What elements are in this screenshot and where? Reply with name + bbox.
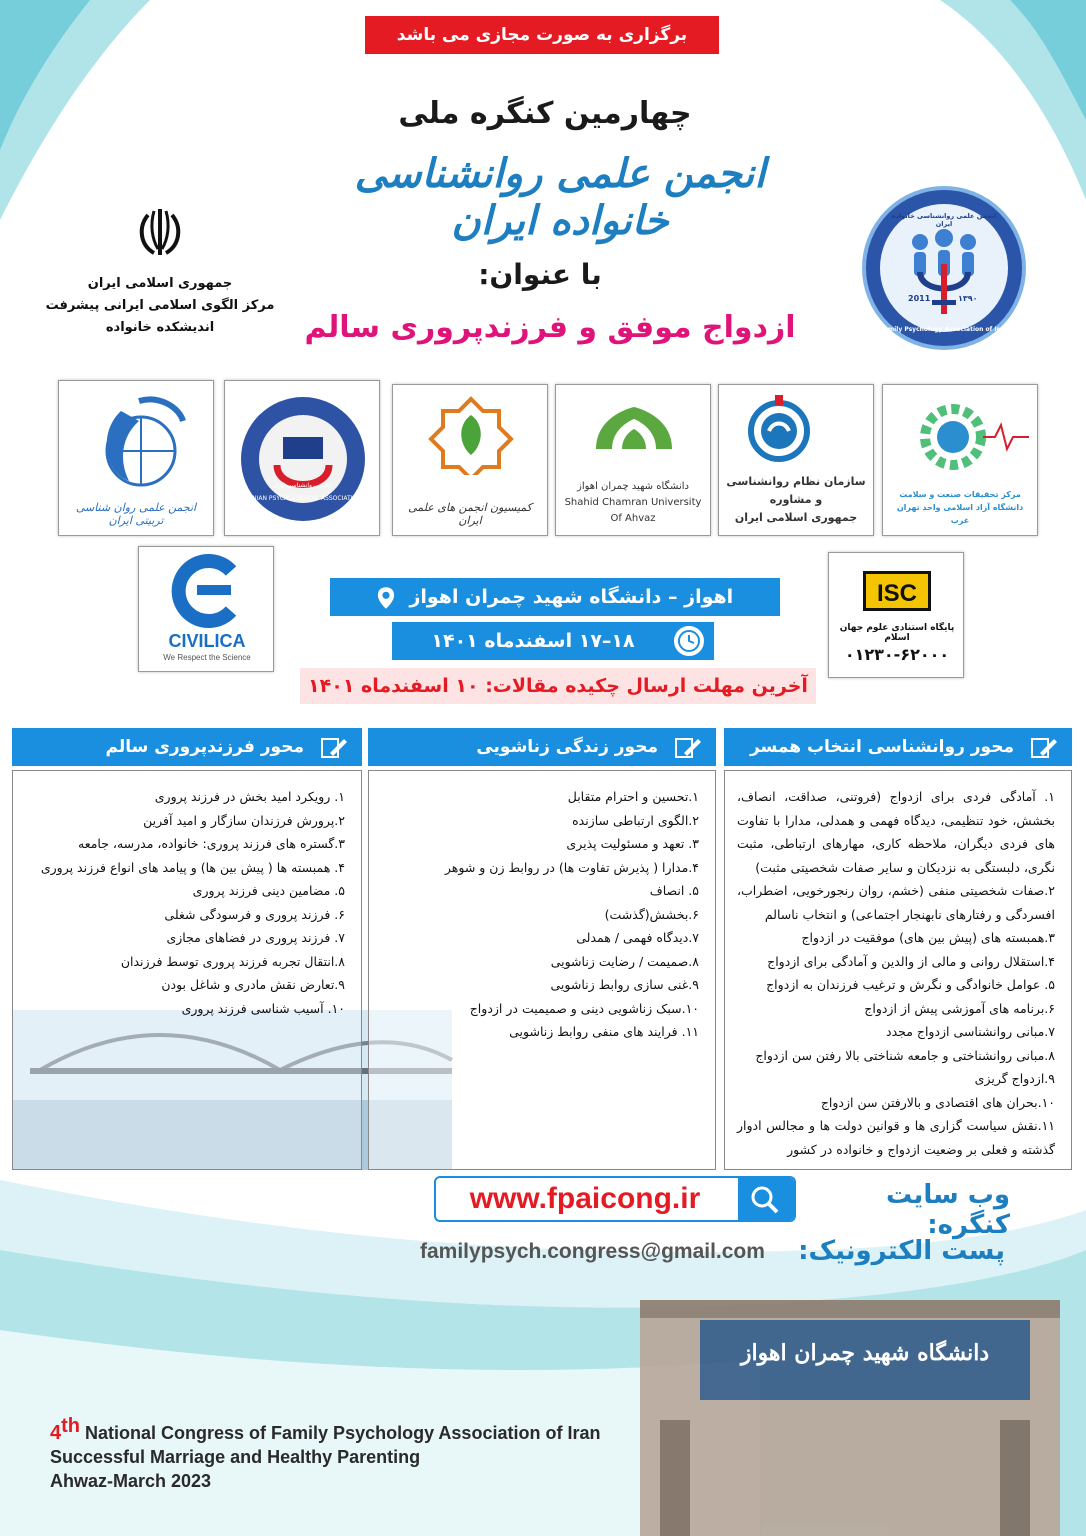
list-item: ۱۰. آسیب شناسی فرزند پروری	[181, 1000, 345, 1016]
list-item: ۸.صمیمت / رضایت زناشویی	[550, 953, 699, 969]
iran-emblem-icon	[130, 205, 190, 259]
list-item: ۷.مبانی روانشناسی ازدواج مجدد	[886, 1024, 1055, 1039]
english-line3: Ahwaz-March 2023	[50, 1471, 212, 1491]
list-item: ۹.تعارض نقش مادری و شاغل بودن	[161, 977, 345, 992]
location-bar	[330, 578, 780, 616]
ordinal-number: 4	[50, 1422, 62, 1444]
list-item: ۲.الگوی ارتباطی سازنده	[572, 812, 699, 828]
email-link[interactable]: familypsych.congress@gmail.com	[420, 1240, 765, 1263]
english-line1	[50, 1414, 650, 1445]
gov-line3: اندیشکده خانواده	[105, 320, 215, 335]
civilica-tagline: We Respect the Science	[163, 653, 251, 662]
list-item: ۶. فرزند پروری و فرسودگی شغلی	[164, 906, 345, 922]
list-item: ۴.استقلال روانی و مالی از والدین و آمادگی برای ازدواج	[767, 953, 1055, 969]
column-body-spouse-selection	[724, 770, 1072, 1170]
association-logo	[862, 186, 1026, 350]
english-footer	[50, 1414, 650, 1493]
list-item: ۴.مدارا ( پذیرش تفاوت ها) در روابط زن و شوهر	[444, 859, 699, 875]
sponsor-caption: دانشگاه شهید چمران اهواز Shahid Chamran University Of Ahvaz	[564, 481, 702, 524]
sponsor-logo-shahid-chamran	[555, 384, 711, 536]
list-item: ۵. انصاف	[649, 883, 699, 898]
list-item: ۶.بخشش(گذشت)	[604, 906, 699, 922]
pen-paper-icon	[1030, 735, 1058, 759]
topic-list	[737, 785, 1055, 1161]
assoc-logo-year-b: ۱۳۹۰	[958, 294, 978, 303]
list-item: ۶.برنامه های آموزشی پیش از ازدواج	[864, 1000, 1055, 1016]
globe-head-icon	[59, 381, 214, 501]
column-title: محور زندگی زناشویی	[476, 737, 658, 757]
sponsor-caption: انجمن روانشناسی ایران IRANIAN PSYCHOLOGICAL ASSOCIATION	[242, 482, 362, 502]
sponsor-caption: کمیسیون انجمن های علمی ایران	[408, 501, 532, 527]
list-item: ۱۰.سبک زناشویی دینی و صمیمیت در ازدواج	[469, 1000, 699, 1016]
sponsor-caption: سازمان نظام روانشناسی و مشاوره جمهوری اسلامی ایران	[726, 475, 866, 524]
star-flower-icon	[393, 385, 548, 475]
list-item: ۹.غنی سازی روابط زناشویی	[550, 977, 699, 992]
search-icon	[738, 1178, 794, 1220]
list-item: ۲.پرورش فرزندان سازگار و امید آفرین	[143, 812, 345, 828]
abstract-deadline: آخرین مهلت ارسال چکیده مقالات: ۱۰ اسفندماه ۱۴۰۱	[300, 668, 816, 704]
list-item: ۱۰.بحران های اقتصادی و بالارفتن سن ازدواج	[820, 1094, 1055, 1110]
sponsor-logo-iranian-psych-assoc	[224, 380, 380, 536]
list-item: ۸.مبانی روانشناختی و جامعه شناختی بالا رفتن سن ازدواج	[755, 1047, 1055, 1063]
topic-list	[381, 785, 699, 1044]
association-title: انجمن علمی روانشناسی خانواده ایران	[354, 150, 766, 244]
pen-paper-icon	[674, 735, 702, 759]
list-item: ۸.انتقال تجربه فرزند پروری توسط فرزندان	[120, 953, 345, 969]
list-item: ۱۱. فرایند های منفی روابط زناشویی	[509, 1024, 699, 1039]
list-item: ۱.تحسین و احترام متقابل	[567, 789, 699, 804]
with-title-label: با عنوان:	[478, 258, 602, 291]
english-title: National Congress of Family Psychology Association of Iran	[80, 1423, 601, 1443]
sponsor-caption: انجمن علمی روان شناسی تربیتی ایران	[75, 501, 197, 527]
column-title: محور فرزندپروری سالم	[105, 737, 304, 757]
isc-caption: پایگاه استنادی علوم جهان اسلام	[839, 623, 955, 643]
gear-heart-icon	[883, 385, 1038, 485]
list-item: ۳.همبسته های (پیش بین های) موفقیت در ازدواج	[801, 930, 1055, 945]
congress-subject: ازدواج موفق و فرزندپروری سالم	[304, 310, 796, 345]
date-bar	[392, 622, 714, 660]
clock-icon	[672, 624, 706, 658]
sponsor-logo-psychology-org	[718, 384, 874, 536]
virtual-event-ribbon: برگزاری به صورت مجازی می باشد	[365, 16, 719, 54]
list-item: ۵. عوامل خانوادگی و نگرش و ترغیب فرزندان به ازدواج	[766, 977, 1055, 992]
civilica-logo	[138, 546, 274, 672]
website-search-button[interactable]	[738, 1178, 794, 1220]
list-item: ۴. همبسته ها ( پیش بین ها) و پیامد های انواع فرزند پروری	[40, 859, 345, 875]
list-item: ۳. تعهد و مسئولیت پذیری	[566, 836, 699, 851]
list-item: ۷. فرزند پروری در فضاهای مجازی	[166, 930, 345, 945]
location-text: اهواز – دانشگاه شهید چمران اهواز	[409, 586, 734, 608]
list-item: ۷.دیدگاه فهمی / همدلی	[576, 930, 699, 945]
university-dome-icon	[556, 385, 711, 465]
civilica-c-icon	[139, 547, 274, 631]
ipa-seal-icon	[225, 381, 380, 536]
list-item: ۹.ازدواج گریزی	[974, 1071, 1055, 1086]
sponsor-logo-commission	[392, 384, 548, 536]
list-item: ۱۱.نقش سیاست گزاری ها و قوانین دولت ها و مجالس ادوار گذشته و فعلی بر وضعیت ازدواج و خانواده در کشور	[737, 1118, 1055, 1157]
isc-logo	[828, 552, 964, 678]
topic-list	[25, 785, 345, 1020]
gov-line1: جمهوری اسلامی ایران	[87, 276, 233, 291]
date-text: ۱۸–۱۷ اسفندماه ۱۴۰۱	[431, 630, 635, 652]
assoc-logo-arabic: انجمن علمی روانشناسی خانواده ایران	[891, 212, 997, 228]
website-label: وب سایت کنگره:	[886, 1180, 1010, 1240]
column-header-marital-life	[368, 728, 716, 766]
gov-line2: مرکز الگوی اسلامی ایرانی پیشرفت	[45, 298, 275, 313]
website-link[interactable]: www.fpaicong.ir	[469, 1182, 701, 1215]
psychology-org-icon	[719, 385, 874, 465]
column-body-marital-life	[368, 770, 716, 1170]
list-item: ۲.صفات شخصیتی منفی (خشم، روان رنجورخویی، اضطراب، افسردگی و رفتارهای نابهنجار اجتماعی) و انتخاب ناسالم	[737, 883, 1055, 922]
assoc-logo-english: Family Psychology Association of Iran	[880, 326, 1008, 333]
government-block	[30, 205, 290, 339]
column-title: محور روانشناسی انتخاب همسر	[749, 737, 1014, 757]
pen-paper-icon	[320, 735, 348, 759]
english-line2: Successful Marriage and Healthy Parenting	[50, 1447, 421, 1467]
sponsor-logo-educational-psych	[58, 380, 214, 536]
column-body-healthy-parenting	[12, 770, 362, 1170]
isc-code: ۰۱۲۳۰-۶۲۰۰۰	[844, 645, 950, 664]
list-item: ۳.گستره های فرزند پروری: خانواده، مدرسه، جامعه	[78, 836, 345, 851]
list-item: ۵. مضامین دینی فرزند پروری	[192, 883, 345, 898]
list-item: ۱. آمادگی فردی برای ازدواج (فروتنی، صداقت، انصاف، بخشش، خود تنظیمی، دیدگاه فهمی و همدلی، مدارا با تفاوت های فردی دیگران، ملاحظه کاری، مهارهای ارتباطی، مثبت نگری، دلبستگی به نزدیکان و سایر صفات شخصیتی مثبت)	[737, 789, 1055, 875]
map-pin-icon	[377, 586, 395, 610]
congress-title: چهارمین کنگره ملی	[398, 96, 692, 131]
column-header-spouse-selection	[724, 728, 1072, 766]
email-label: پست الکترونیک:	[798, 1236, 1005, 1266]
ordinal-suffix: th	[61, 1415, 81, 1437]
isc-badge: ISC	[863, 571, 931, 611]
assoc-logo-year-a: 2011	[908, 294, 931, 303]
column-header-healthy-parenting	[12, 728, 362, 766]
sponsor-logo-industry-health	[882, 384, 1038, 536]
university-gate-image	[640, 1300, 1060, 1536]
civilica-name: CIVILICA	[168, 631, 246, 651]
gate-sign-text: دانشگاه شهید چمران اهواز	[740, 1340, 990, 1366]
list-item: ۱. رویکرد امید بخش در فرزند پروری	[154, 789, 345, 804]
sponsor-caption: مرکز تحقیقات صنعت و سلامت دانشگاه آزاد اسلامی واحد تهران غرب	[896, 490, 1024, 525]
